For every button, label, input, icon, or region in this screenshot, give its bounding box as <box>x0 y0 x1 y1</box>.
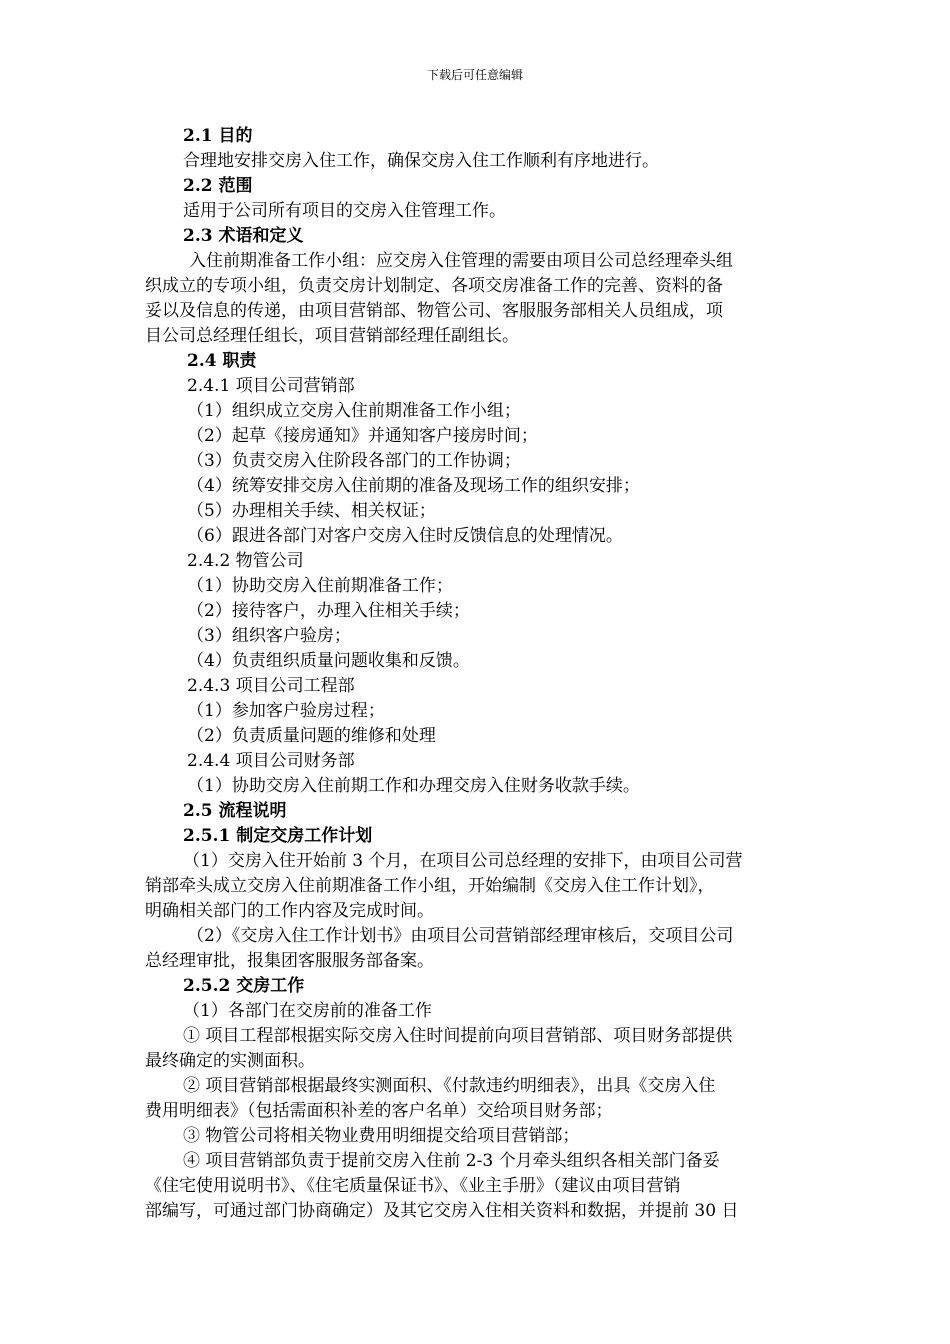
paragraph-line: 织成立的专项小组，负责交房计划制定、各项交房准备工作的完善、资料的备 <box>145 276 723 296</box>
subheading-2-4-1: 2.4.1 项目公司营销部 <box>187 376 355 396</box>
heading-2-1: 2.1 目的 <box>183 126 253 146</box>
paragraph-line: ① 项目工程部根据实际交房入住时间提前向项目营销部、项目财务部提供 <box>183 1026 733 1046</box>
subheading-2-4-3: 2.4.3 项目公司工程部 <box>187 676 355 696</box>
subheading-2-4-2: 2.4.2 物管公司 <box>187 551 304 571</box>
list-item: （2）负责质量问题的维修和处理 <box>187 726 436 746</box>
heading-2-5-2: 2.5.2 交房工作 <box>183 976 305 996</box>
paragraph-line: 目公司总经理任组长，项目营销部经理任副组长。 <box>145 326 519 346</box>
paragraph-line: （2）《交房入住工作计划书》由项目公司营销部经理审核后，交项目公司 <box>187 926 734 946</box>
paragraph-line: 妥以及信息的传递，由项目营销部、物管公司、客服服务部相关人员组成，项 <box>145 301 723 321</box>
heading-2-5-1: 2.5.1 制定交房工作计划 <box>183 826 373 846</box>
paragraph-line: 总经理审批，报集团客服服务部备案。 <box>145 951 434 971</box>
list-item: （1）组织成立交房入住前期准备工作小组； <box>187 401 521 421</box>
paragraph-line: 明确相关部门的工作内容及完成时间。 <box>145 901 434 921</box>
paragraph-line: （1）交房入住开始前 3 个月，在项目公司总经理的安排下，由项目公司营 <box>183 851 743 871</box>
heading-2-2: 2.2 范围 <box>183 176 253 196</box>
list-item: （4）负责组织质量问题收集和反馈。 <box>187 651 470 671</box>
page-header-note: 下载后可任意编辑 <box>426 68 523 82</box>
paragraph-line: ② 项目营销部根据最终实测面积、《付款违约明细表》，出具《交房入住 <box>183 1076 716 1096</box>
heading-2-3: 2.3 术语和定义 <box>183 226 304 246</box>
list-item: （1）参加客户验房过程； <box>187 701 385 721</box>
list-item: （3）负责交房入住阶段各部门的工作协调； <box>187 451 521 471</box>
list-item: （1）协助交房入住前期准备工作； <box>187 576 453 596</box>
list-item: （2）接待客户，办理入住相关手续； <box>187 601 470 621</box>
list-item: （6）跟进各部门对客户交房入住时反馈信息的处理情况。 <box>187 526 623 546</box>
paragraph-line: ④ 项目营销部负责于提前交房入住前 2-3 个月牵头组织各相关部门备妥 <box>183 1151 720 1171</box>
list-item: （1）协助交房入住前期工作和办理交房入住财务收款手续。 <box>187 776 640 796</box>
paragraph-line: 最终确定的实测面积。 <box>145 1051 315 1071</box>
paragraph-line: （1）各部门在交房前的准备工作 <box>183 1001 432 1021</box>
list-item: （2）起草《接房通知》并通知客户接房时间； <box>187 426 538 446</box>
paragraph-line: 《住宅使用说明书》、《住宅质量保证书》、《业主手册》（建议由项目营销 <box>145 1176 681 1196</box>
paragraph-line: ③ 物管公司将相关物业费用明细提交给项目营销部； <box>183 1126 580 1146</box>
paragraph-line: 合理地安排交房入住工作，确保交房入住工作顺利有序地进行。 <box>183 151 659 171</box>
paragraph-line: 适用于公司所有项目的交房入住管理工作。 <box>183 201 506 221</box>
subheading-2-4-4: 2.4.4 项目公司财务部 <box>187 751 355 771</box>
list-item: （4）统筹安排交房入住前期的准备及现场工作的组织安排； <box>187 476 640 496</box>
heading-2-4: 2.4 职责 <box>187 351 257 371</box>
paragraph-line: 费用明细表》（包括需面积补差的客户名单）交给项目财务部； <box>145 1101 613 1121</box>
paragraph-line: 部编写，可通过部门协商确定）及其它交房入住相关资料和数据，并提前 30 日 <box>145 1201 739 1221</box>
paragraph-line: 入住前期准备工作小组：应交房入住管理的需要由项目公司总经理牵头组 <box>189 251 733 271</box>
list-item: （3）组织客户验房； <box>187 626 351 646</box>
heading-2-5: 2.5 流程说明 <box>183 801 287 821</box>
list-item: （5）办理相关手续、相关权证； <box>187 501 436 521</box>
paragraph-line: 销部牵头成立交房入住前期准备工作小组，开始编制《交房入住工作计划》， <box>145 876 715 896</box>
